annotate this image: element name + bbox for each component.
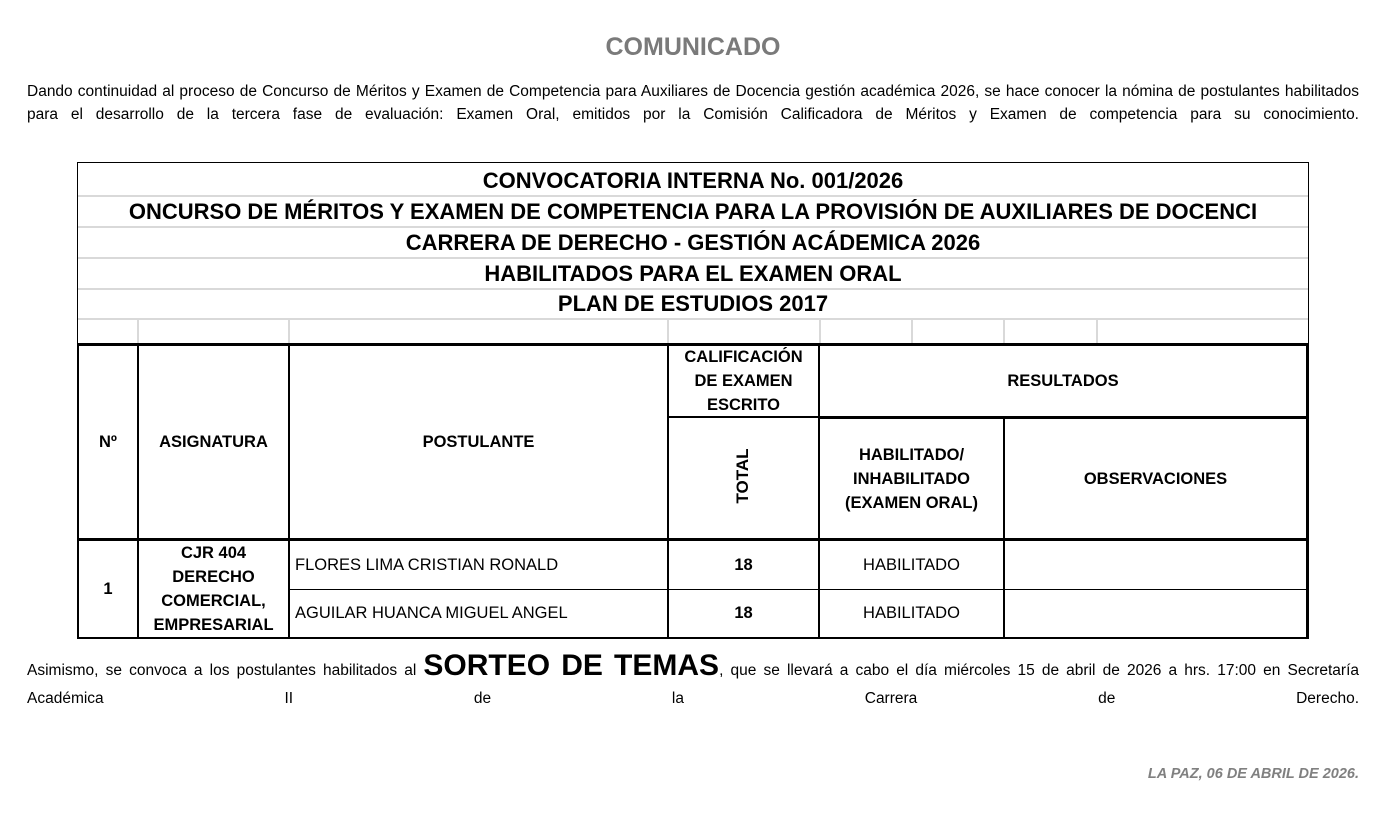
resultado-cell: HABILITADO <box>863 555 960 574</box>
resultado-cell: HABILITADO <box>863 604 960 622</box>
carrera-title: CARRERA DE DERECHO - GESTIÓN ACÁDEMICA 2026 <box>405 230 981 255</box>
header-calificacion-line: DE EXAMEN <box>694 372 793 390</box>
total-cell: 18 <box>734 604 753 622</box>
divider <box>667 319 669 344</box>
header-habilitado-line: HABILITADO/ <box>858 445 965 464</box>
divider <box>1096 319 1098 344</box>
header-total: TOTAL <box>733 448 752 504</box>
divider <box>78 318 1308 320</box>
intro-paragraph: Dando continuidad al proceso de Concurso de Méritos y Examen de Competencia para Auxiliares de Docencia gestión académica 2026, se hace conocer la nómina de postulantes habilitados para el desarrollo de la tercera fase de evaluación: Examen Oral, emitidos por la Comisión Calificadora de Méritos y Examen de competencia para su conocimiento. <box>27 83 1359 123</box>
header-total-cell <box>669 418 818 538</box>
asignatura-cell <box>139 541 288 637</box>
header-habilitado <box>820 419 1003 538</box>
header-calificacion-line: ESCRITO <box>706 396 781 414</box>
footer-text: Asimismo, se convoca a los postulantes habilitados al <box>27 662 424 679</box>
header-no: Nº <box>99 433 117 451</box>
habilitados-title: HABILITADOS PARA EL EXAMEN ORAL <box>484 261 902 286</box>
row-number: 1 <box>103 579 113 598</box>
asignatura-line: DERECHO <box>172 568 255 586</box>
postulante-cell: AGUILAR HUANCA MIGUEL ANGEL <box>295 604 568 622</box>
date-line: LA PAZ, 06 DE ABRIL DE 2026. <box>1147 766 1359 782</box>
postulante-cell: FLORES LIMA CRISTIAN RONALD <box>295 555 559 574</box>
concurso-title: ONCURSO DE MÉRITOS Y EXAMEN DE COMPETENCIA PARA LA PROVISIÓN DE AUXILIARES DE DOCENCI <box>128 199 1258 224</box>
divider <box>1003 319 1005 344</box>
divider <box>137 319 139 344</box>
divider <box>288 319 290 344</box>
header-asignatura: ASIGNATURA <box>159 433 268 451</box>
divider <box>1306 343 1309 639</box>
header-calificacion <box>669 346 818 416</box>
divider <box>77 637 1309 639</box>
divider <box>911 319 913 344</box>
total-cell: 18 <box>734 555 753 574</box>
divider <box>819 319 821 344</box>
footer-paragraph <box>27 649 1360 741</box>
header-observaciones: OBSERVACIONES <box>1083 469 1228 488</box>
header-resultados: RESULTADOS <box>1007 372 1119 390</box>
asignatura-line: CJR 404 <box>180 544 247 562</box>
observaciones-cell <box>1005 541 1306 589</box>
header-postulante: POSTULANTE <box>422 433 535 451</box>
observaciones-cell <box>1005 590 1306 637</box>
convocatoria-title: CONVOCATORIA INTERNA No. 001/2026 <box>482 168 904 193</box>
header-calificacion-line: CALIFICACIÓN <box>684 348 803 366</box>
sorteo-highlight: SORTEO DE TEMAS <box>423 649 720 682</box>
plan-title: PLAN DE ESTUDIOS 2017 <box>557 291 829 316</box>
header-habilitado-line: (EXAMEN ORAL) <box>845 493 978 512</box>
page-title: COMUNICADO <box>605 33 781 61</box>
asignatura-line: EMPRESARIAL <box>153 616 274 634</box>
footer-text: , que se llevará a cabo el día miércoles 15 de abril de 2026 a hrs. 17:00 en Secretaría Académica II de la Carrera de Derecho. <box>27 662 1360 707</box>
header-habilitado-line: INHABILITADO <box>852 469 970 488</box>
asignatura-line: COMERCIAL, <box>161 592 266 610</box>
